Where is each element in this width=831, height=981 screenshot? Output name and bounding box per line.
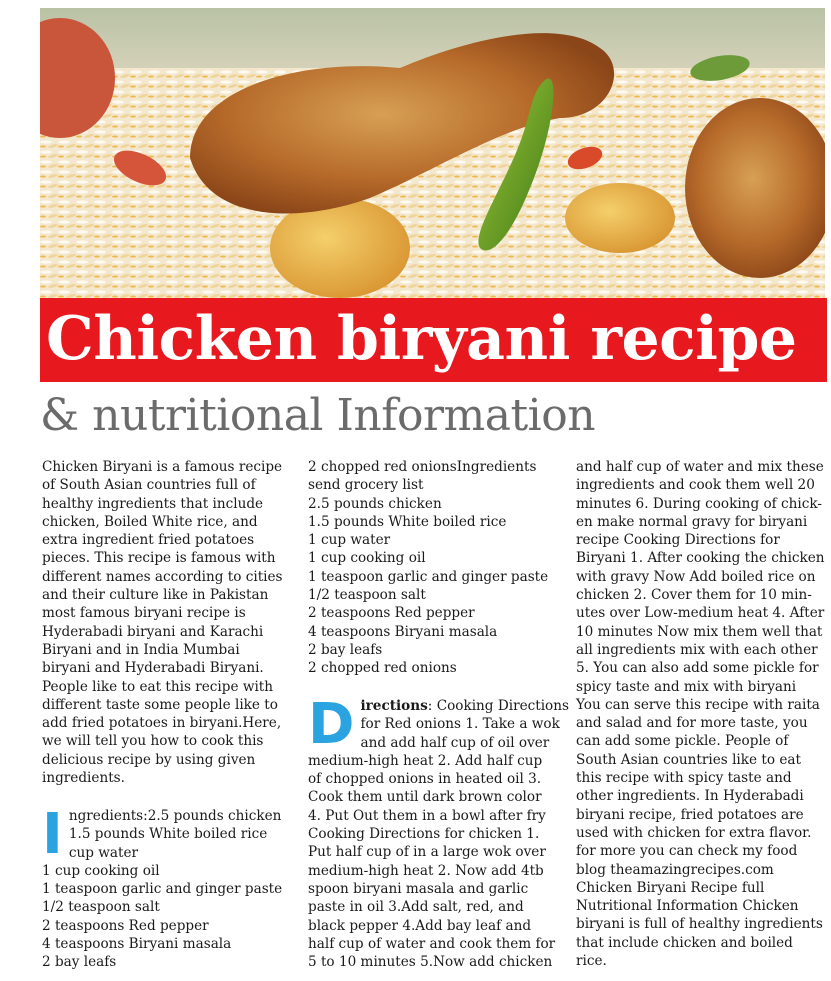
directions-block [308, 692, 570, 971]
ingredients-list: 2 chopped red onionsIngredients send grocery list 2.5 pounds chicken 1.5 pounds White boiled rice 1 cup water 1 cup cooking oil 1 teaspoon garlic and ginger paste 1/2 teaspoon salt 2 teaspoons Red pepper 4 teaspoons Biryani masala 2 bay leafs 2 chopped red onions [308, 459, 549, 677]
directions-drop-cap: D [308, 692, 355, 757]
directions-text: : Cooking Directions for Red onions 1. Take a wok and add half cup of oil over medium-high heat 2. Add half cup of chopped onions in heated oil 3. Cook them until dark brown color 4. Put Out them in a bowl after fry Cooking Directions for chicken 1. Put half cup of in a large wok over medium-high heat 2. Now add 4tb spoon biryani masala and garlic paste in oil 3.Add salt, red, and black pepper 4.Add bay leaf and half cup of water and cook them for 5 to 10 minutes 5.Now add chicken [308, 698, 569, 971]
page-subtitle: & nutritional Information [40, 390, 596, 441]
biryani-photo [40, 8, 825, 300]
directions-continued: and half cup of water and mix these ingredients and cook them well 20 minutes 6. During cooking of chick- en make normal gravy for biryani recipe Cooking Directions for Biryani 1. After cooking the chicken with gravy Now Add boiled rice on chicken 2. Cover them for 10 min- utes over Low-medium heat 4. After 10 minutes Now mix them well that all ingredients mix with each other 5. You can also add some pickle for spicy taste and mix with biryani You can serve this recipe with raita and salad and for more taste, you can add some pickle. People of South Asian countries like to eat this recipe with spicy taste and other ingredients. In Hyderabadi biryani recipe, fried potatoes are used with chicken for extra flavor. for more you can check my food blog theamazingrecipes.com Chicken Biryani Recipe full Nutritional Information Chicken biryani is full of healthy ingredients that include chicken and boiled rice. [576, 459, 825, 970]
intro-paragraph: Chicken Biryani is a famous recipe of South Asian countries full of healthy ingredients that include chicken, Boiled White rice, and extra ingredient fried potatoes pieces. This recipe is famous with different names according to cities and their culture like in Pakistan most famous biryani recipe is Hyderabadi biryani and Karachi Biryani and in India Mumbai biryani and Hyderabadi Biryani. People like to eat this recipe with different taste some people like to add fried potatoes in biryani.Here, we will tell you how to cook this delicious recipe by using given ingredients. [42, 459, 283, 787]
ingredients-drop-cap: I [42, 802, 63, 867]
directions-lead: irections [360, 698, 428, 714]
ingredients-block [42, 802, 302, 972]
page-title: Chicken biryani recipe [46, 304, 797, 374]
ingredients-text: ngredients:2.5 pounds chicken 1.5 pounds White boiled rice cup water 1 cup cooking oil 1 teaspoon garlic and ginger paste 1/2 teaspoon salt 2 teaspoons Red pepper 4 teaspoons Biryani masala 2 bay leafs [42, 808, 283, 971]
title-banner [40, 298, 827, 382]
